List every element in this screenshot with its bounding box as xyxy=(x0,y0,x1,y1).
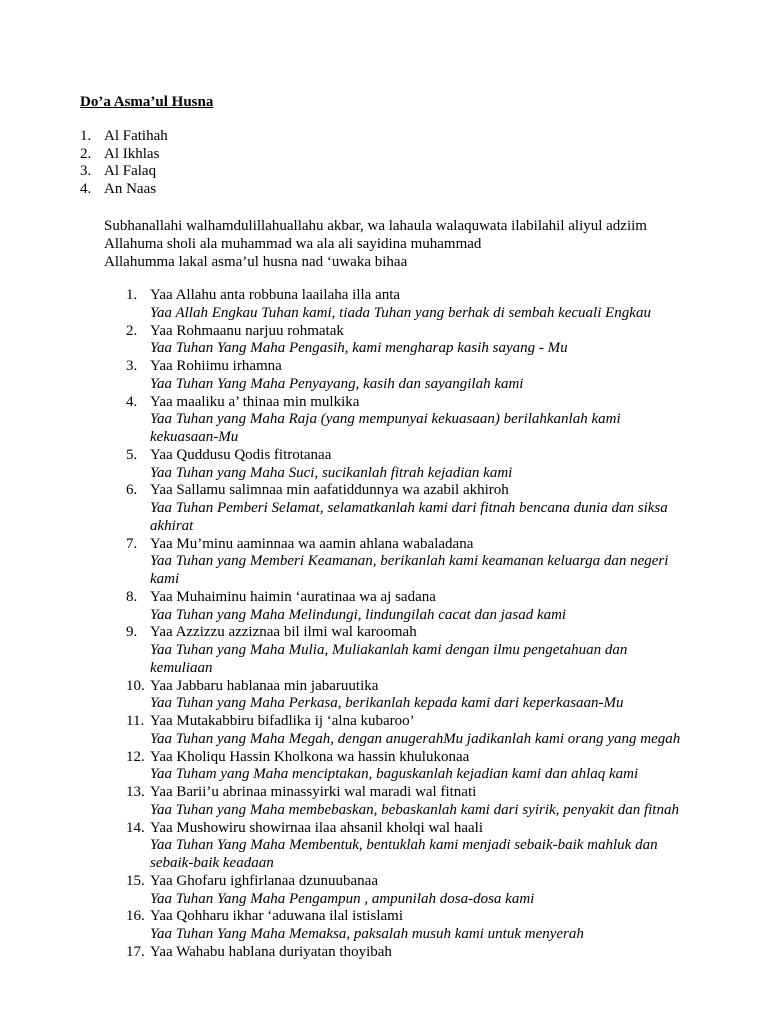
name-arabic-line xyxy=(126,588,680,607)
name-number: 11. xyxy=(126,713,145,729)
name-arabic: Yaa Sallamu salimnaa min aafatiddunnya wa azabil akhiroh xyxy=(150,482,509,499)
name-meaning: Yaa Tuhan Pemberi Selamat, selamatkanlah kami dari fitnah bencana dunia dan siksa xyxy=(150,500,668,516)
name-number: 6. xyxy=(126,482,138,499)
name-number: 10. xyxy=(126,677,145,694)
name-meaning: Yaa Tuhan yang Maha Raja (yang mempunyai kekuasaan) berilahkanlah kami xyxy=(150,411,621,428)
name-meaning: Yaa Tuhan Yang Maha Penyayang, kasih dan sayangilah kami xyxy=(150,375,524,392)
name-arabic-line xyxy=(126,322,680,341)
name-arabic: Yaa maaliku a’ thinaa min mulkika xyxy=(150,393,360,410)
name-meaning: Yaa Tuhan yang Maha Mulia, Muliakanlah kami dengan ilmu pengetahuan dan xyxy=(150,642,628,658)
surah-name: An Naas xyxy=(104,180,157,197)
name-meaning: Yaa Tuham yang Maha menciptakan, baguskanlah kejadian kami dan ahlaq kami xyxy=(150,766,639,783)
name-meaning: Yaa Tuhan yang Maha Perkasa, berikanlah kepada kami dari keperkasaan-Mu xyxy=(150,695,624,712)
name-arabic: Yaa Ghofaru ighfirlanaa dzunuubanaa xyxy=(150,872,378,889)
name-arabic-line xyxy=(126,287,680,305)
name-meaning: Yaa Allah Engkau Tuhan kami, tiada Tuhan yang berhak di sembah kecuali Engkau xyxy=(150,304,651,321)
name-arabic-line xyxy=(126,482,680,500)
name-arabic-line xyxy=(126,358,680,376)
name-arabic-line xyxy=(126,784,680,802)
surah-number: 3. xyxy=(80,163,92,180)
surah-number: 1. xyxy=(80,128,92,144)
surah-item xyxy=(80,180,168,199)
name-arabic: Yaa Wahabu hablana duriyatan thoyibah xyxy=(150,943,392,960)
name-meaning: Yaa Tuhan yang Memberi Keamanan, berikanlah kami keamanan keluarga dan negeri xyxy=(150,553,669,570)
name-number: 14. xyxy=(126,819,145,836)
surah-item xyxy=(80,128,168,146)
name-arabic-line xyxy=(126,943,680,962)
name-meaning: kemuliaan xyxy=(150,659,213,676)
surah-list xyxy=(80,128,168,198)
name-arabic: Yaa Kholiqu Hassin Kholkona wa hassin khulukonaa xyxy=(150,748,470,765)
name-meaning: akhirat xyxy=(150,517,194,534)
name-arabic: Yaa Muhaiminu haimin ‘auratinaa wa aj sadana xyxy=(150,588,436,605)
name-arabic: Yaa Mu’minu aaminnaa wa aamin ahlana wabaladana xyxy=(150,535,474,552)
name-number: 9. xyxy=(126,624,138,641)
name-arabic-line xyxy=(126,819,680,838)
intro-line: Allahuma sholi ala muhammad wa ala ali sayidina muhammad xyxy=(104,236,482,252)
name-arabic-line xyxy=(126,535,680,554)
name-number: 4. xyxy=(126,393,138,410)
name-arabic: Yaa Rohiimu irhamna xyxy=(150,358,282,374)
name-meaning: sebaik-baik keadaan xyxy=(150,855,274,871)
name-arabic: Yaa Rohmaanu narjuu rohmatak xyxy=(150,322,344,339)
name-meaning: Yaa Tuhan yang Maha membebaskan, bebaskanlah kami dari syirik, penyakit dan fitnah xyxy=(150,801,679,818)
name-arabic: Yaa Mutakabbiru bifadlika ij ‘alna kubaroo’ xyxy=(150,713,415,729)
intro-line: Subhanallahi walhamdulillahuallahu akbar, wa lahaula walaquwata ilabilahil aliyul adziim xyxy=(104,218,647,234)
name-arabic: Yaa Jabbaru hablanaa min jabaruutika xyxy=(150,677,379,694)
surah-item xyxy=(80,145,168,164)
name-meaning: Yaa Tuhan yang Maha Megah, dengan anugerahMu jadikanlah kami orang yang megah xyxy=(150,730,681,747)
name-meaning: kekuasaan-Mu xyxy=(150,429,239,445)
intro-line: Allahumma lakal asma’ul husna nad ‘uwaka bihaa xyxy=(104,254,408,270)
name-meaning: Yaa Tuhan Yang Maha Memaksa, paksalah musuh kami untuk menyerah xyxy=(150,926,584,942)
asmaul-husna-list xyxy=(126,287,681,962)
surah-name: Al Ikhlas xyxy=(104,145,160,162)
name-arabic-line xyxy=(126,446,680,465)
name-arabic-line xyxy=(126,624,680,642)
name-arabic: Yaa Allahu anta robbuna laailaha illa anta xyxy=(150,287,401,303)
name-arabic: Yaa Quddusu Qodis fitrotanaa xyxy=(150,446,332,463)
name-number: 12. xyxy=(126,748,145,765)
name-number: 8. xyxy=(126,588,138,605)
name-number: 7. xyxy=(126,535,138,552)
name-arabic: Yaa Qohharu ikhar ‘aduwana ilal istislami xyxy=(150,908,404,925)
name-number: 3. xyxy=(126,358,138,374)
name-number: 17. xyxy=(126,943,145,960)
name-arabic: Yaa Mushowiru showirnaa ilaa ahsanil kholqi wal haali xyxy=(150,819,483,836)
surah-name: Al Falaq xyxy=(104,163,157,180)
name-meaning: Yaa Tuhan yang Maha Suci, sucikanlah fitrah kejadian kami xyxy=(150,464,513,481)
name-meaning: kami xyxy=(150,571,180,587)
name-meaning: Yaa Tuhan yang Maha Melindungi, lindungilah cacat dan jasad kami xyxy=(150,606,567,623)
name-number: 13. xyxy=(126,784,145,800)
name-arabic: Yaa Azzizzu azziznaa bil ilmi wal karoomah xyxy=(150,624,417,641)
name-number: 2. xyxy=(126,322,138,339)
name-number: 1. xyxy=(126,287,138,303)
surah-number: 2. xyxy=(80,145,92,162)
surah-number: 4. xyxy=(80,180,92,197)
name-arabic-line xyxy=(126,872,680,891)
name-arabic-line xyxy=(126,713,680,731)
surah-name: Al Fatihah xyxy=(104,128,168,144)
name-number: 16. xyxy=(126,908,145,925)
intro-paragraph xyxy=(104,217,647,271)
document-title: Do’a Asma’ul Husna xyxy=(80,94,214,110)
name-arabic: Yaa Barii’u abrinaa minassyirki wal maradi wal fitnati xyxy=(150,784,477,800)
name-meaning: Yaa Tuhan Yang Maha Pengampun , ampunilah dosa-dosa kami xyxy=(150,890,535,907)
name-arabic-line xyxy=(126,677,680,696)
name-meaning: Yaa Tuhan Yang Maha Membentuk, bentuklah kami menjadi sebaik-baik mahluk dan xyxy=(150,837,658,854)
surah-item xyxy=(80,163,168,181)
name-arabic-line xyxy=(126,908,680,926)
name-number: 15. xyxy=(126,872,145,889)
name-meaning: Yaa Tuhan Yang Maha Pengasih, kami mengharap kasih sayang - Mu xyxy=(150,340,568,357)
name-arabic-line xyxy=(126,393,680,412)
name-arabic-line xyxy=(126,748,680,767)
name-number: 5. xyxy=(126,446,138,463)
